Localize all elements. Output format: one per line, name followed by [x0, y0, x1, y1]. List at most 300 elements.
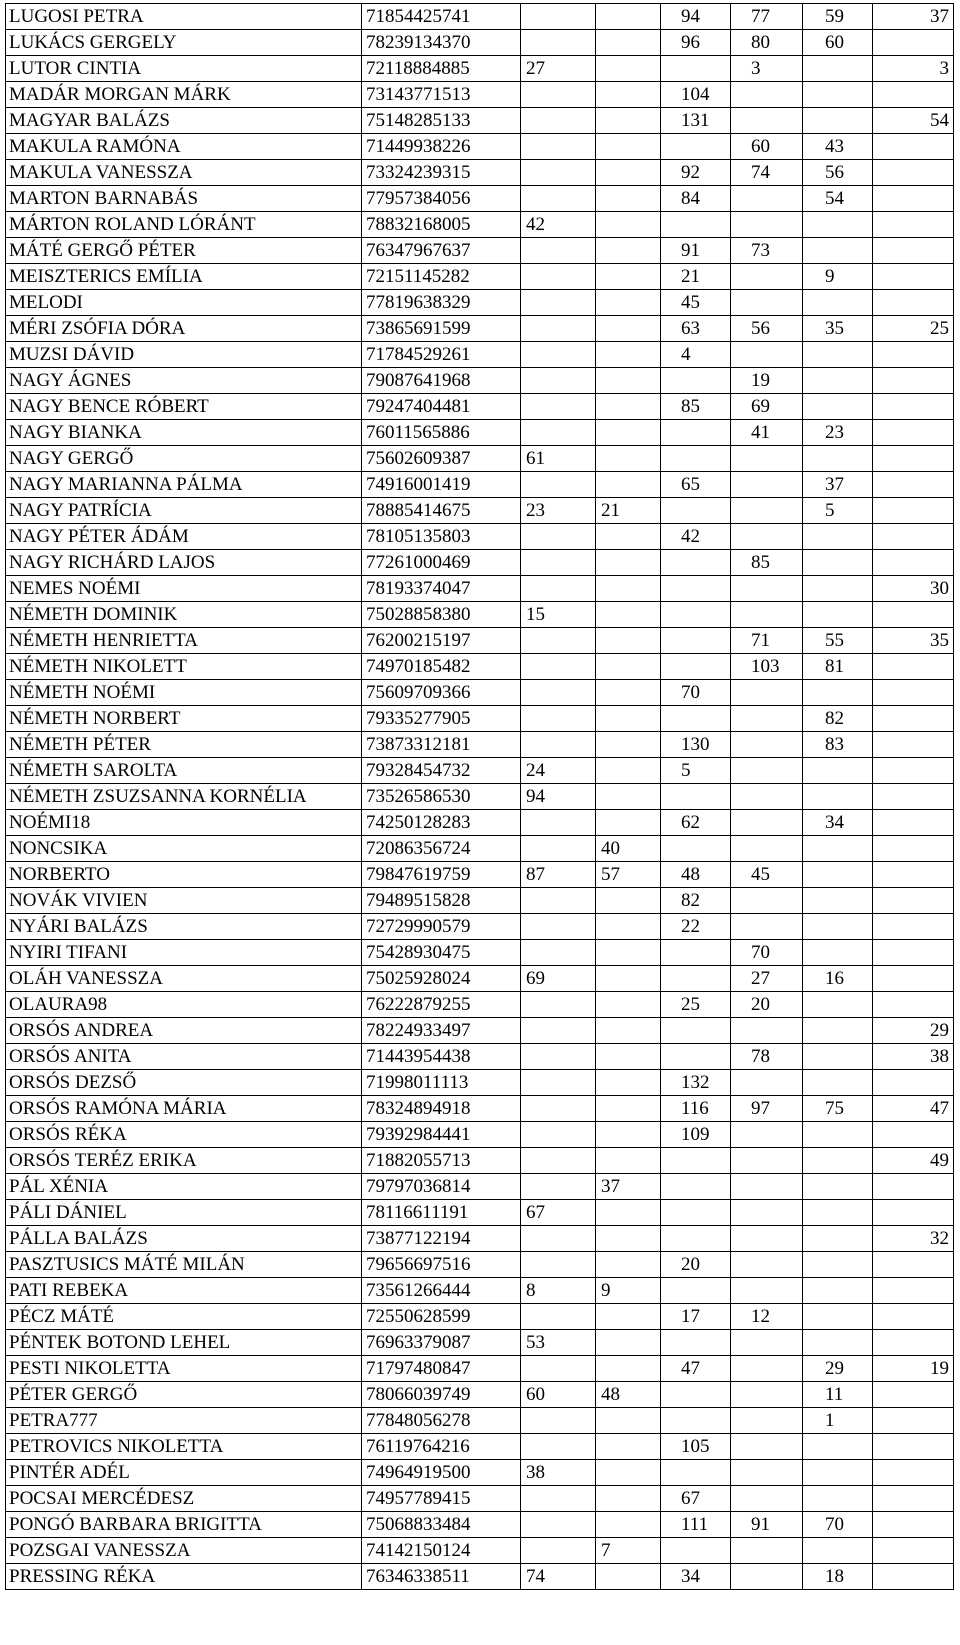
score-cell-4: 97: [731, 1096, 803, 1122]
player-name-cell: NORBERTO: [6, 862, 362, 888]
player-name-cell: NAGY PATRÍCIA: [6, 498, 362, 524]
score-cell-2: [596, 524, 661, 550]
score-cell-1: 38: [521, 1460, 596, 1486]
player-name-cell: MADÁR MORGAN MÁRK: [6, 82, 362, 108]
player-name-cell: NÉMETH NORBERT: [6, 706, 362, 732]
player-id-cell: 71449938226: [362, 134, 521, 160]
player-name-cell: PÉNTEK BOTOND LEHEL: [6, 1330, 362, 1356]
score-cell-2: [596, 1122, 661, 1148]
player-id-cell: 74916001419: [362, 472, 521, 498]
table-row: [6, 1356, 954, 1382]
score-cell-6: [873, 1512, 954, 1538]
score-cell-6: [873, 914, 954, 940]
player-id-cell: 77819638329: [362, 290, 521, 316]
table-row: [6, 316, 954, 342]
score-cell-6: [873, 1564, 954, 1590]
score-cell-2: [596, 264, 661, 290]
score-cell-4: 74: [731, 160, 803, 186]
player-name-cell: PÁLLA BALÁZS: [6, 1226, 362, 1252]
score-cell-6: [873, 654, 954, 680]
score-cell-4: [731, 1174, 803, 1200]
score-cell-5: 18: [803, 1564, 873, 1590]
score-cell-5: [803, 1330, 873, 1356]
score-cell-2: [596, 1252, 661, 1278]
table-row: [6, 420, 954, 446]
score-cell-2: [596, 160, 661, 186]
player-id-cell: 71998011113: [362, 1070, 521, 1096]
score-cell-4: 78: [731, 1044, 803, 1070]
score-cell-5: [803, 1304, 873, 1330]
score-cell-3: 91: [661, 238, 731, 264]
score-cell-1: [521, 1434, 596, 1460]
score-cell-5: 23: [803, 420, 873, 446]
score-cell-2: [596, 992, 661, 1018]
player-id-cell: 78832168005: [362, 212, 521, 238]
score-cell-1: [521, 1174, 596, 1200]
score-cell-1: [521, 1538, 596, 1564]
score-cell-1: [521, 524, 596, 550]
table-row: [6, 524, 954, 550]
score-cell-1: [521, 420, 596, 446]
score-cell-2: [596, 1330, 661, 1356]
score-cell-6: [873, 264, 954, 290]
player-id-cell: 73561266444: [362, 1278, 521, 1304]
player-name-cell: ORSÓS RAMÓNA MÁRIA: [6, 1096, 362, 1122]
score-cell-6: [873, 992, 954, 1018]
score-cell-2: [596, 940, 661, 966]
score-cell-2: [596, 1096, 661, 1122]
score-cell-4: [731, 706, 803, 732]
score-cell-1: 94: [521, 784, 596, 810]
score-cell-3: 70: [661, 680, 731, 706]
score-cell-5: 60: [803, 30, 873, 56]
score-cell-1: [521, 576, 596, 602]
player-id-cell: 74970185482: [362, 654, 521, 680]
table-row: [6, 368, 954, 394]
score-cell-3: 85: [661, 394, 731, 420]
score-cell-3: 22: [661, 914, 731, 940]
score-cell-3: 96: [661, 30, 731, 56]
player-name-cell: LUGOSI PETRA: [6, 4, 362, 30]
score-cell-5: [803, 1434, 873, 1460]
score-cell-1: 27: [521, 56, 596, 82]
score-cell-5: [803, 680, 873, 706]
score-cell-6: [873, 1382, 954, 1408]
player-name-cell: OLAURA98: [6, 992, 362, 1018]
player-id-cell: 74142150124: [362, 1538, 521, 1564]
table-row: [6, 784, 954, 810]
score-cell-3: [661, 1278, 731, 1304]
score-cell-6: [873, 758, 954, 784]
score-cell-1: [521, 732, 596, 758]
score-cell-2: [596, 1226, 661, 1252]
score-cell-3: 67: [661, 1486, 731, 1512]
score-cell-4: [731, 1148, 803, 1174]
table-row: [6, 888, 954, 914]
player-id-cell: 76119764216: [362, 1434, 521, 1460]
score-cell-4: [731, 212, 803, 238]
player-name-cell: MELODI: [6, 290, 362, 316]
player-name-cell: POZSGAI VANESSZA: [6, 1538, 362, 1564]
score-cell-3: 82: [661, 888, 731, 914]
table-row: [6, 1122, 954, 1148]
score-cell-4: 27: [731, 966, 803, 992]
player-name-cell: LUTOR CINTIA: [6, 56, 362, 82]
player-id-cell: 76011565886: [362, 420, 521, 446]
score-cell-6: [873, 134, 954, 160]
player-name-cell: PASZTUSICS MÁTÉ MILÁN: [6, 1252, 362, 1278]
score-cell-5: 54: [803, 186, 873, 212]
player-name-cell: NAGY RICHÁRD LAJOS: [6, 550, 362, 576]
score-cell-6: [873, 524, 954, 550]
score-cell-6: 37: [873, 4, 954, 30]
table-row: [6, 1226, 954, 1252]
score-cell-1: 23: [521, 498, 596, 524]
player-id-cell: 78885414675: [362, 498, 521, 524]
player-name-cell: PESTI NIKOLETTA: [6, 1356, 362, 1382]
player-name-cell: NÉMETH NIKOLETT: [6, 654, 362, 680]
score-cell-4: [731, 888, 803, 914]
score-cell-3: 65: [661, 472, 731, 498]
player-name-cell: NÉMETH PÉTER: [6, 732, 362, 758]
score-cell-5: 34: [803, 810, 873, 836]
player-name-cell: NOÉMI18: [6, 810, 362, 836]
score-cell-4: [731, 1070, 803, 1096]
score-cell-3: 62: [661, 810, 731, 836]
score-cell-2: [596, 784, 661, 810]
score-cell-1: [521, 290, 596, 316]
score-cell-1: [521, 1018, 596, 1044]
score-cell-5: [803, 212, 873, 238]
table-row: [6, 1148, 954, 1174]
score-cell-5: [803, 1278, 873, 1304]
table-row: [6, 1434, 954, 1460]
score-cell-6: [873, 446, 954, 472]
player-id-cell: 76346338511: [362, 1564, 521, 1590]
player-id-cell: 79797036814: [362, 1174, 521, 1200]
score-cell-5: 11: [803, 1382, 873, 1408]
score-cell-3: 45: [661, 290, 731, 316]
score-cell-4: 60: [731, 134, 803, 160]
table-row: [6, 160, 954, 186]
score-cell-6: 38: [873, 1044, 954, 1070]
score-cell-3: [661, 1174, 731, 1200]
table-row: [6, 290, 954, 316]
score-cell-5: [803, 1148, 873, 1174]
player-name-cell: NONCSIKA: [6, 836, 362, 862]
player-name-cell: NÉMETH ZSUZSANNA KORNÉLIA: [6, 784, 362, 810]
player-name-cell: PATI REBEKA: [6, 1278, 362, 1304]
score-cell-5: [803, 550, 873, 576]
player-id-cell: 78193374047: [362, 576, 521, 602]
score-cell-4: [731, 1434, 803, 1460]
score-cell-3: 5: [661, 758, 731, 784]
score-cell-2: 48: [596, 1382, 661, 1408]
score-cell-6: [873, 1486, 954, 1512]
score-cell-4: [731, 1226, 803, 1252]
score-cell-3: 116: [661, 1096, 731, 1122]
score-cell-5: 83: [803, 732, 873, 758]
score-cell-4: [731, 914, 803, 940]
score-cell-1: [521, 1122, 596, 1148]
table-row: [6, 1330, 954, 1356]
table-row: [6, 1278, 954, 1304]
score-cell-2: [596, 810, 661, 836]
score-cell-6: 25: [873, 316, 954, 342]
score-cell-4: 91: [731, 1512, 803, 1538]
score-cell-4: [731, 758, 803, 784]
score-cell-5: 55: [803, 628, 873, 654]
score-cell-2: [596, 238, 661, 264]
score-cell-4: 85: [731, 550, 803, 576]
player-id-cell: 78324894918: [362, 1096, 521, 1122]
player-name-cell: PONGÓ BARBARA BRIGITTA: [6, 1512, 362, 1538]
score-cell-1: [521, 316, 596, 342]
table-row: [6, 472, 954, 498]
table-row: [6, 342, 954, 368]
player-name-cell: NÉMETH HENRIETTA: [6, 628, 362, 654]
score-cell-4: 19: [731, 368, 803, 394]
player-id-cell: 72729990579: [362, 914, 521, 940]
score-cell-3: [661, 1330, 731, 1356]
table-row: [6, 810, 954, 836]
score-cell-1: [521, 1512, 596, 1538]
score-cell-4: [731, 290, 803, 316]
score-cell-6: [873, 940, 954, 966]
score-cell-3: [661, 498, 731, 524]
score-cell-2: [596, 316, 661, 342]
player-name-cell: PÁLI DÁNIEL: [6, 1200, 362, 1226]
score-cell-3: 94: [661, 4, 731, 30]
score-cell-3: [661, 966, 731, 992]
score-cell-1: [521, 1096, 596, 1122]
score-cell-6: 32: [873, 1226, 954, 1252]
player-id-cell: 74964919500: [362, 1460, 521, 1486]
player-id-cell: 75068833484: [362, 1512, 521, 1538]
score-cell-5: [803, 1174, 873, 1200]
player-id-cell: 79247404481: [362, 394, 521, 420]
score-cell-3: 132: [661, 1070, 731, 1096]
player-id-cell: 72086356724: [362, 836, 521, 862]
score-cell-2: [596, 30, 661, 56]
score-cell-3: 63: [661, 316, 731, 342]
table-row: [6, 394, 954, 420]
score-cell-3: 20: [661, 1252, 731, 1278]
score-cell-4: [731, 82, 803, 108]
table-row: [6, 1044, 954, 1070]
player-id-cell: 79328454732: [362, 758, 521, 784]
player-id-cell: 77261000469: [362, 550, 521, 576]
score-cell-6: [873, 1408, 954, 1434]
score-cell-3: [661, 56, 731, 82]
player-name-cell: NAGY PÉTER ÁDÁM: [6, 524, 362, 550]
score-cell-5: 5: [803, 498, 873, 524]
score-cell-3: 105: [661, 1434, 731, 1460]
player-id-cell: 77957384056: [362, 186, 521, 212]
score-cell-2: [596, 1408, 661, 1434]
score-cell-3: [661, 628, 731, 654]
player-name-cell: PRESSING RÉKA: [6, 1564, 362, 1590]
score-cell-6: 35: [873, 628, 954, 654]
score-cell-1: 74: [521, 1564, 596, 1590]
score-cell-1: [521, 394, 596, 420]
score-table: [5, 3, 954, 1590]
score-cell-6: [873, 1460, 954, 1486]
score-cell-2: [596, 628, 661, 654]
score-cell-1: [521, 992, 596, 1018]
score-cell-2: [596, 290, 661, 316]
score-cell-5: [803, 836, 873, 862]
player-id-cell: 71443954438: [362, 1044, 521, 1070]
table-row: [6, 914, 954, 940]
score-cell-5: 16: [803, 966, 873, 992]
player-id-cell: 73143771513: [362, 82, 521, 108]
player-id-cell: 75028858380: [362, 602, 521, 628]
score-cell-5: [803, 1200, 873, 1226]
score-cell-4: 69: [731, 394, 803, 420]
score-cell-1: [521, 836, 596, 862]
score-cell-6: [873, 238, 954, 264]
table-row: [6, 4, 954, 30]
score-cell-4: 41: [731, 420, 803, 446]
score-cell-2: [596, 134, 661, 160]
score-cell-5: [803, 1070, 873, 1096]
table-row: [6, 212, 954, 238]
score-cell-6: [873, 602, 954, 628]
player-name-cell: PÁL XÉNIA: [6, 1174, 362, 1200]
score-cell-6: [873, 394, 954, 420]
score-cell-3: [661, 1044, 731, 1070]
score-cell-3: [661, 446, 731, 472]
player-name-cell: PÉTER GERGŐ: [6, 1382, 362, 1408]
table-row: [6, 498, 954, 524]
score-cell-3: [661, 550, 731, 576]
score-cell-3: 111: [661, 1512, 731, 1538]
score-cell-2: [596, 82, 661, 108]
score-cell-4: [731, 1018, 803, 1044]
score-cell-3: [661, 576, 731, 602]
player-name-cell: PINTÉR ADÉL: [6, 1460, 362, 1486]
score-cell-1: 53: [521, 1330, 596, 1356]
score-cell-5: [803, 758, 873, 784]
score-cell-4: 70: [731, 940, 803, 966]
score-cell-3: 4: [661, 342, 731, 368]
score-cell-2: [596, 654, 661, 680]
player-name-cell: MAKULA RAMÓNA: [6, 134, 362, 160]
score-cell-3: 48: [661, 862, 731, 888]
score-cell-2: [596, 108, 661, 134]
player-id-cell: 75025928024: [362, 966, 521, 992]
score-cell-2: [596, 758, 661, 784]
player-id-cell: 71854425741: [362, 4, 521, 30]
score-cell-4: [731, 680, 803, 706]
player-name-cell: NOVÁK VIVIEN: [6, 888, 362, 914]
score-cell-2: 21: [596, 498, 661, 524]
score-cell-4: [731, 1200, 803, 1226]
score-cell-6: 29: [873, 1018, 954, 1044]
score-cell-5: [803, 394, 873, 420]
score-cell-6: [873, 810, 954, 836]
score-cell-2: [596, 394, 661, 420]
score-cell-3: [661, 1148, 731, 1174]
score-cell-1: [521, 238, 596, 264]
score-cell-2: 9: [596, 1278, 661, 1304]
score-cell-6: 3: [873, 56, 954, 82]
player-name-cell: ORSÓS ANITA: [6, 1044, 362, 1070]
player-id-cell: 71784529261: [362, 342, 521, 368]
player-id-cell: 73865691599: [362, 316, 521, 342]
player-id-cell: 79087641968: [362, 368, 521, 394]
player-name-cell: POCSAI MERCÉDESZ: [6, 1486, 362, 1512]
score-cell-4: [731, 1408, 803, 1434]
score-cell-6: [873, 706, 954, 732]
score-cell-1: [521, 940, 596, 966]
table-row: [6, 1382, 954, 1408]
player-name-cell: NAGY ÁGNES: [6, 368, 362, 394]
score-cell-2: [596, 1070, 661, 1096]
score-cell-4: [731, 810, 803, 836]
score-cell-5: 43: [803, 134, 873, 160]
score-cell-6: [873, 1174, 954, 1200]
score-cell-2: [596, 888, 661, 914]
player-name-cell: PETROVICS NIKOLETTA: [6, 1434, 362, 1460]
player-id-cell: 75609709366: [362, 680, 521, 706]
score-cell-2: [596, 420, 661, 446]
player-name-cell: ORSÓS DEZSŐ: [6, 1070, 362, 1096]
player-name-cell: NAGY GERGŐ: [6, 446, 362, 472]
score-cell-3: [661, 368, 731, 394]
score-cell-4: [731, 1356, 803, 1382]
player-name-cell: ORSÓS TERÉZ ERIKA: [6, 1148, 362, 1174]
score-cell-5: 70: [803, 1512, 873, 1538]
score-cell-3: [661, 836, 731, 862]
score-cell-6: [873, 368, 954, 394]
player-id-cell: 79489515828: [362, 888, 521, 914]
score-cell-6: [873, 472, 954, 498]
player-id-cell: 71882055713: [362, 1148, 521, 1174]
score-cell-4: 12: [731, 1304, 803, 1330]
score-cell-1: [521, 342, 596, 368]
score-cell-1: 61: [521, 446, 596, 472]
table-row: [6, 264, 954, 290]
table-row: [6, 628, 954, 654]
player-id-cell: 75602609387: [362, 446, 521, 472]
table-row: [6, 940, 954, 966]
score-cell-3: 92: [661, 160, 731, 186]
table-row: [6, 1018, 954, 1044]
score-cell-1: 69: [521, 966, 596, 992]
player-id-cell: 79335277905: [362, 706, 521, 732]
score-cell-5: [803, 1018, 873, 1044]
player-name-cell: MUZSI DÁVID: [6, 342, 362, 368]
score-cell-3: 130: [661, 732, 731, 758]
player-name-cell: NEMES NOÉMI: [6, 576, 362, 602]
score-cell-6: [873, 82, 954, 108]
score-cell-2: [596, 1512, 661, 1538]
score-cell-3: [661, 940, 731, 966]
score-cell-1: [521, 628, 596, 654]
player-id-cell: 75428930475: [362, 940, 521, 966]
player-id-cell: 73873312181: [362, 732, 521, 758]
score-cell-2: [596, 472, 661, 498]
score-cell-6: [873, 966, 954, 992]
table-row: [6, 836, 954, 862]
score-cell-1: [521, 82, 596, 108]
score-cell-1: 15: [521, 602, 596, 628]
player-id-cell: 78224933497: [362, 1018, 521, 1044]
score-cell-6: [873, 550, 954, 576]
score-cell-4: [731, 1538, 803, 1564]
